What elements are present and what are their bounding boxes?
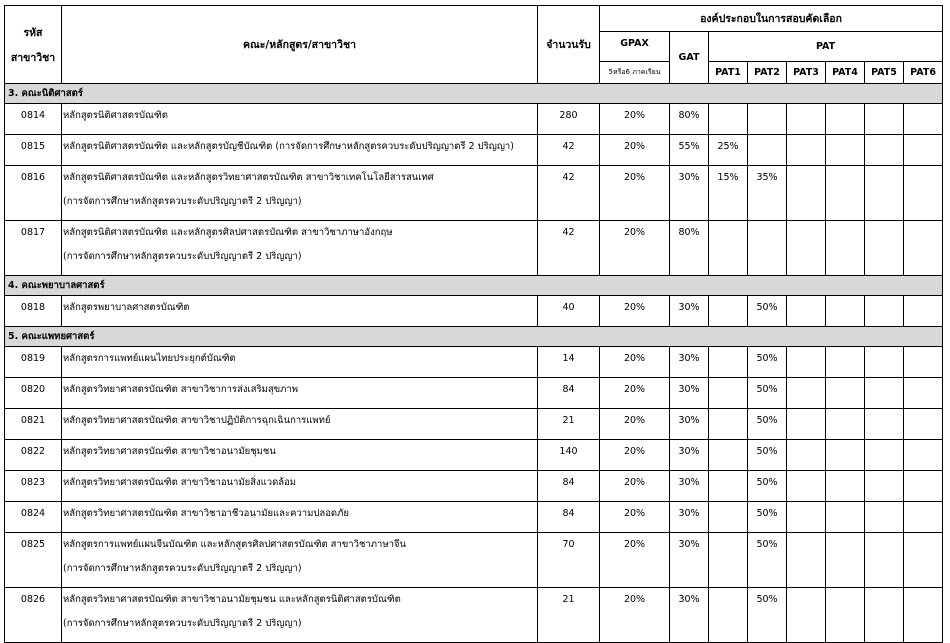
table-row xyxy=(5,471,943,502)
gat-value: 30% xyxy=(670,378,709,409)
program-name-line: (การจัดการศึกษาหลักสูตรควบระดับปริญญาตรี 2 ปริญญา) xyxy=(63,251,302,262)
pat1-value xyxy=(709,440,748,471)
pat1-value xyxy=(709,471,748,502)
pat2-value: 50% xyxy=(748,296,787,327)
pat4-value xyxy=(826,221,865,276)
gpax-value: 20% xyxy=(600,221,670,276)
pat2-value: 50% xyxy=(748,588,787,643)
gat-value: 30% xyxy=(670,166,709,221)
pat5-value xyxy=(865,588,904,643)
program-name xyxy=(62,104,538,135)
gpax-value: 20% xyxy=(600,502,670,533)
gat-value: 30% xyxy=(670,409,709,440)
gat-value: 55% xyxy=(670,135,709,166)
pat2-header: PAT2 xyxy=(748,62,787,84)
program-name xyxy=(62,533,538,588)
pat3-value xyxy=(787,104,826,135)
gpax-note: 5หรือ6 ภาคเรียน xyxy=(600,62,670,84)
section-title: 3. คณะนิติศาสตร์ xyxy=(5,84,943,104)
program-name xyxy=(62,502,538,533)
gat-header: GAT xyxy=(670,32,709,84)
pat6-value xyxy=(904,347,943,378)
pat4-value xyxy=(826,166,865,221)
pat4-value xyxy=(826,471,865,502)
table-header xyxy=(5,6,943,84)
pat6-value xyxy=(904,471,943,502)
table-row xyxy=(5,347,943,378)
code-header: รหัส สาขาวิชา xyxy=(5,6,62,84)
pat2-value: 50% xyxy=(748,347,787,378)
program-name-line: หลักสูตรวิทยาศาสตรบัณฑิต สาขาวิชาอาชีวอนามัยและความปลอดภัย xyxy=(63,508,349,519)
program-code: 0820 xyxy=(5,378,62,409)
program-code: 0819 xyxy=(5,347,62,378)
table-row xyxy=(5,296,943,327)
gpax-value: 20% xyxy=(600,166,670,221)
gat-value: 30% xyxy=(670,347,709,378)
seats-value: 84 xyxy=(538,471,600,502)
pat5-header: PAT5 xyxy=(865,62,904,84)
gpax-header: GPAX xyxy=(600,32,670,62)
table-row xyxy=(5,588,943,643)
pat1-value xyxy=(709,221,748,276)
pat1-value: 25% xyxy=(709,135,748,166)
gpax-value: 20% xyxy=(600,533,670,588)
pat3-value xyxy=(787,440,826,471)
pat5-value xyxy=(865,471,904,502)
pat5-value xyxy=(865,409,904,440)
program-code: 0817 xyxy=(5,221,62,276)
table-row xyxy=(5,502,943,533)
gat-value: 30% xyxy=(670,296,709,327)
pat4-header: PAT4 xyxy=(826,62,865,84)
seats-value: 40 xyxy=(538,296,600,327)
pat6-value xyxy=(904,378,943,409)
pat1-value xyxy=(709,347,748,378)
pat1-value xyxy=(709,296,748,327)
pat2-value: 50% xyxy=(748,378,787,409)
table-row xyxy=(5,166,943,221)
program-name xyxy=(62,135,538,166)
program-name xyxy=(62,588,538,643)
program-name-line: (การจัดการศึกษาหลักสูตรควบระดับปริญญาตรี 2 ปริญญา) xyxy=(63,618,302,629)
section-row xyxy=(5,276,943,296)
seats-value: 21 xyxy=(538,588,600,643)
pat4-value xyxy=(826,378,865,409)
gat-value: 80% xyxy=(670,104,709,135)
pat3-value xyxy=(787,166,826,221)
pat5-value xyxy=(865,166,904,221)
pat5-value xyxy=(865,135,904,166)
pat2-value: 50% xyxy=(748,440,787,471)
seats-value: 84 xyxy=(538,502,600,533)
program-name-line: หลักสูตรนิติศาสตรบัณฑิต xyxy=(63,110,168,121)
gat-value: 30% xyxy=(670,471,709,502)
gat-value: 30% xyxy=(670,502,709,533)
pat6-value xyxy=(904,588,943,643)
program-code: 0818 xyxy=(5,296,62,327)
program-code: 0824 xyxy=(5,502,62,533)
gat-value: 80% xyxy=(670,221,709,276)
gpax-value: 20% xyxy=(600,440,670,471)
table-body xyxy=(5,84,943,643)
pat6-value xyxy=(904,502,943,533)
pat6-value xyxy=(904,104,943,135)
program-name xyxy=(62,221,538,276)
seats-value: 70 xyxy=(538,533,600,588)
pat5-value xyxy=(865,533,904,588)
pat2-value xyxy=(748,104,787,135)
pat3-value xyxy=(787,221,826,276)
seats-value: 21 xyxy=(538,409,600,440)
program-code: 0814 xyxy=(5,104,62,135)
program-name-line: หลักสูตรวิทยาศาสตรบัณฑิต สาขาวิชาอนามัยชุมชน และหลักสูตรนิติศาสตรบัณฑิต xyxy=(63,594,401,605)
pat6-value xyxy=(904,221,943,276)
table-row xyxy=(5,104,943,135)
table-row xyxy=(5,378,943,409)
admission-table xyxy=(4,5,943,643)
gpax-value: 20% xyxy=(600,347,670,378)
gat-value: 30% xyxy=(670,588,709,643)
pat4-value xyxy=(826,409,865,440)
program-name-line: หลักสูตรวิทยาศาสตรบัณฑิต สาขาวิชาการส่งเสริมสุขภาพ xyxy=(63,384,299,395)
seats-header: จำนวนรับ xyxy=(538,6,600,84)
program-name-line: หลักสูตรวิทยาศาสตรบัณฑิต สาขาวิชาอนามัยชุมชน xyxy=(63,446,276,457)
program-name-line: หลักสูตรนิติศาสตรบัณฑิต และหลักสูตรวิทยาศาสตรบัณฑิต สาขาวิชาเทคโนโลยีสารสนเทศ xyxy=(63,172,434,183)
pat-header: PAT xyxy=(709,32,943,62)
pat6-value xyxy=(904,440,943,471)
pat5-value xyxy=(865,221,904,276)
pat3-value xyxy=(787,135,826,166)
pat1-value xyxy=(709,502,748,533)
pat4-value xyxy=(826,347,865,378)
pat5-value xyxy=(865,378,904,409)
pat1-value xyxy=(709,104,748,135)
pat4-value xyxy=(826,502,865,533)
pat6-value xyxy=(904,409,943,440)
gpax-value: 20% xyxy=(600,471,670,502)
program-name-line: หลักสูตรการแพทย์แผนจีนบัณฑิต และหลักสูตรศิลปศาสตรบัณฑิต สาขาวิชาภาษาจีน xyxy=(63,539,406,550)
pat2-value: 35% xyxy=(748,166,787,221)
program-name xyxy=(62,296,538,327)
pat2-value: 50% xyxy=(748,409,787,440)
program-code: 0823 xyxy=(5,471,62,502)
pat3-value xyxy=(787,347,826,378)
pat6-value xyxy=(904,533,943,588)
pat3-value xyxy=(787,471,826,502)
program-name xyxy=(62,378,538,409)
program-name xyxy=(62,166,538,221)
pat1-header: PAT1 xyxy=(709,62,748,84)
pat4-value xyxy=(826,135,865,166)
program-name-line: หลักสูตรวิทยาศาสตรบัณฑิต สาขาวิชาปฏิบัติการฉุกเฉินการแพทย์ xyxy=(63,415,331,426)
pat5-value xyxy=(865,502,904,533)
section-title: 5. คณะแพทยศาสตร์ xyxy=(5,327,943,347)
gat-value: 30% xyxy=(670,533,709,588)
program-code: 0822 xyxy=(5,440,62,471)
gpax-value: 20% xyxy=(600,378,670,409)
pat6-header: PAT6 xyxy=(904,62,943,84)
pat4-value xyxy=(826,588,865,643)
seats-value: 42 xyxy=(538,221,600,276)
pat3-value xyxy=(787,296,826,327)
program-name-line: หลักสูตรนิติศาสตรบัณฑิต และหลักสูตรบัญชีบัณฑิต (การจัดการศึกษาหลักสูตรควบระดับปริญญาตรี 2 ปริญญา) xyxy=(63,141,514,152)
seats-value: 84 xyxy=(538,378,600,409)
program-name-line: (การจัดการศึกษาหลักสูตรควบระดับปริญญาตรี 2 ปริญญา) xyxy=(63,196,302,207)
pat2-value xyxy=(748,135,787,166)
pat1-value xyxy=(709,409,748,440)
pat6-value xyxy=(904,166,943,221)
table-row xyxy=(5,409,943,440)
components-header: องค์ประกอบในการสอบคัดเลือก xyxy=(600,6,943,32)
program-code: 0821 xyxy=(5,409,62,440)
table-row xyxy=(5,135,943,166)
table-row xyxy=(5,221,943,276)
pat2-value: 50% xyxy=(748,471,787,502)
pat4-value xyxy=(826,296,865,327)
seats-value: 140 xyxy=(538,440,600,471)
program-name xyxy=(62,440,538,471)
table-row xyxy=(5,533,943,588)
pat1-value xyxy=(709,588,748,643)
pat4-value xyxy=(826,533,865,588)
gpax-value: 20% xyxy=(600,296,670,327)
pat6-value xyxy=(904,296,943,327)
program-name xyxy=(62,347,538,378)
section-row xyxy=(5,327,943,347)
program-name-line: หลักสูตรการแพทย์แผนไทยประยุกต์บัณฑิต xyxy=(63,353,236,364)
pat2-value xyxy=(748,221,787,276)
gpax-value: 20% xyxy=(600,104,670,135)
pat5-value xyxy=(865,296,904,327)
program-name-line: หลักสูตรพยาบาลศาสตรบัณฑิต xyxy=(63,302,190,313)
seats-value: 14 xyxy=(538,347,600,378)
program-name-line: หลักสูตรนิติศาสตรบัณฑิต และหลักสูตรศิลปศาสตรบัณฑิต สาขาวิชาภาษาอังกฤษ xyxy=(63,227,393,238)
seats-value: 42 xyxy=(538,135,600,166)
pat5-value xyxy=(865,440,904,471)
gpax-value: 20% xyxy=(600,409,670,440)
program-name xyxy=(62,471,538,502)
program-header: คณะ/หลักสูตร/สาขาวิชา xyxy=(62,6,538,84)
program-code: 0826 xyxy=(5,588,62,643)
pat3-value xyxy=(787,502,826,533)
pat6-value xyxy=(904,135,943,166)
gat-value: 30% xyxy=(670,440,709,471)
program-code: 0815 xyxy=(5,135,62,166)
seats-value: 280 xyxy=(538,104,600,135)
pat3-value xyxy=(787,588,826,643)
pat4-value xyxy=(826,104,865,135)
pat4-value xyxy=(826,440,865,471)
seats-value: 42 xyxy=(538,166,600,221)
pat1-value xyxy=(709,378,748,409)
pat3-header: PAT3 xyxy=(787,62,826,84)
pat3-value xyxy=(787,409,826,440)
gpax-value: 20% xyxy=(600,588,670,643)
program-name-line: (การจัดการศึกษาหลักสูตรควบระดับปริญญาตรี 2 ปริญญา) xyxy=(63,563,302,574)
pat2-value: 50% xyxy=(748,502,787,533)
section-title: 4. คณะพยาบาลศาสตร์ xyxy=(5,276,943,296)
table-row xyxy=(5,440,943,471)
pat3-value xyxy=(787,533,826,588)
program-name-line: หลักสูตรวิทยาศาสตรบัณฑิต สาขาวิชาอนามัยสิ่งแวดล้อม xyxy=(63,477,297,488)
pat1-value xyxy=(709,533,748,588)
section-row xyxy=(5,84,943,104)
pat3-value xyxy=(787,378,826,409)
pat5-value xyxy=(865,347,904,378)
program-name xyxy=(62,409,538,440)
gpax-value: 20% xyxy=(600,135,670,166)
pat5-value xyxy=(865,104,904,135)
program-code: 0816 xyxy=(5,166,62,221)
pat2-value: 50% xyxy=(748,533,787,588)
program-code: 0825 xyxy=(5,533,62,588)
pat1-value: 15% xyxy=(709,166,748,221)
